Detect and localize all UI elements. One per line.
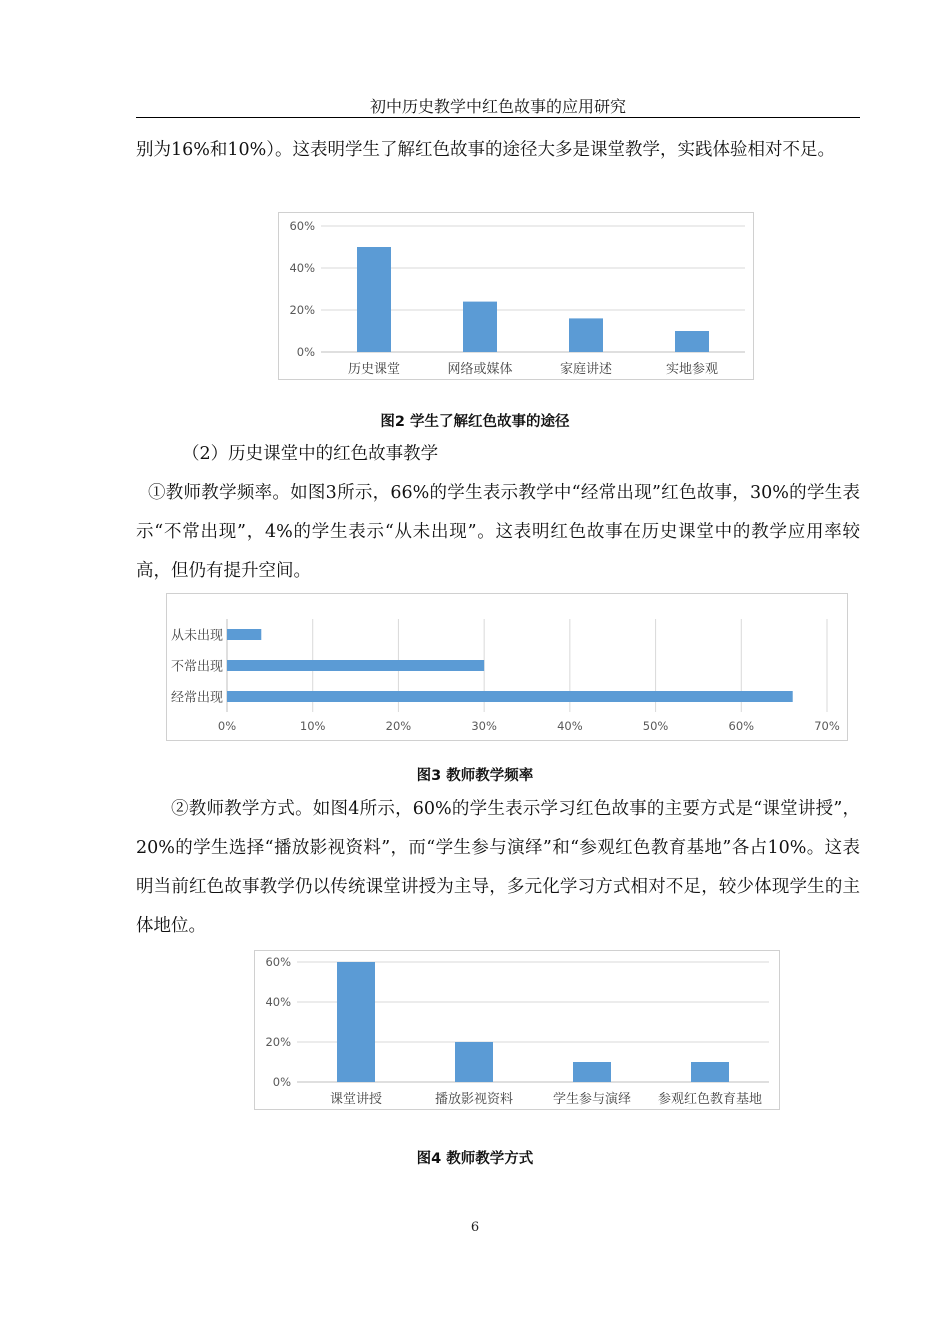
y-category-label: 从未出现 [170,628,223,644]
x-category-label: 学生参与演绎 [552,1092,632,1107]
x-category-label: 参观红色教育基地 [657,1092,763,1107]
x-category-label: 网络或媒体 [447,362,513,377]
figure-caption-3: 图3 教师教学频率 [416,768,534,784]
bar [357,247,391,352]
figure-caption-2: 图2 学生了解红色故事的途径 [380,414,570,430]
chart-fig3 [166,593,848,741]
chart-fig3-svg [167,594,847,740]
x-category-label: 历史课堂 [347,362,401,377]
bar [227,691,793,702]
bar [227,629,261,640]
chart-fig4-svg [255,951,779,1109]
y-tick-label: 40% [265,995,291,1009]
bar [573,1062,611,1082]
running-header: 初中历史教学中红色故事的应用研究 [369,97,626,116]
x-tick-label: 0% [217,719,237,733]
x-tick-label: 30% [471,719,497,733]
y-category-label: 经常出现 [170,690,223,706]
bar [337,962,375,1082]
x-tick-label: 10% [299,719,326,733]
paragraph-continuation: 别为16%和10%）。这表明学生了解红色故事的途径大多是课堂教学，实践体验相对不足。 [136,140,836,160]
page-number: 6 [470,1220,480,1235]
x-tick-label: 60% [728,719,755,733]
bar [455,1042,493,1082]
x-tick-label: 70% [814,719,840,733]
x-category-label: 实地参观 [665,362,719,377]
header-rule [136,117,860,118]
paragraph-teaching-frequency: ①教师教学频率。如图3所示，66%的学生表示教学中“经常出现”红色故事，30%的学生表示“不常出现”，4%的学生表示“从未出现”。这表明红色故事在历史课堂中的教学应用率较高，但仍有提升空间。 [136,483,860,581]
bar [691,1062,729,1082]
x-tick-label: 50% [642,719,669,733]
chart-fig2-svg [279,213,753,379]
x-category-label: 家庭讲述 [559,362,613,377]
y-tick-label: 0% [272,1075,291,1089]
y-tick-label: 60% [265,955,291,969]
chart-fig2 [278,212,754,380]
chart-fig4 [254,950,780,1110]
x-category-label: 播放影视资料 [434,1092,514,1107]
section-heading: （2）历史课堂中的红色故事教学 [182,444,439,464]
bar [463,302,497,352]
paragraph-teaching-method: ②教师教学方式。如图4所示，60%的学生表示学习红色故事的主要方式是“课堂讲授”，20%的学生选择“播放影视资料”，而“学生参与演绎”和“参观红色教育基地”各占10%。这表明当前红色故事教学仍以传统课堂讲授为主导，多元化学习方式相对不足，较少体现学生的主体地位。 [136,799,860,936]
y-tick-label: 40% [289,261,315,275]
bar [569,318,603,352]
bar [675,331,709,352]
x-tick-label: 20% [385,719,412,733]
y-tick-label: 20% [265,1035,291,1049]
x-category-label: 课堂讲授 [329,1092,383,1107]
y-tick-label: 0% [296,345,315,359]
figure-caption-4: 图4 教师教学方式 [416,1151,534,1167]
x-tick-label: 40% [557,719,583,733]
y-tick-label: 20% [289,303,315,317]
bar [227,660,484,671]
y-tick-label: 60% [289,219,315,233]
y-category-label: 不常出现 [170,659,223,675]
